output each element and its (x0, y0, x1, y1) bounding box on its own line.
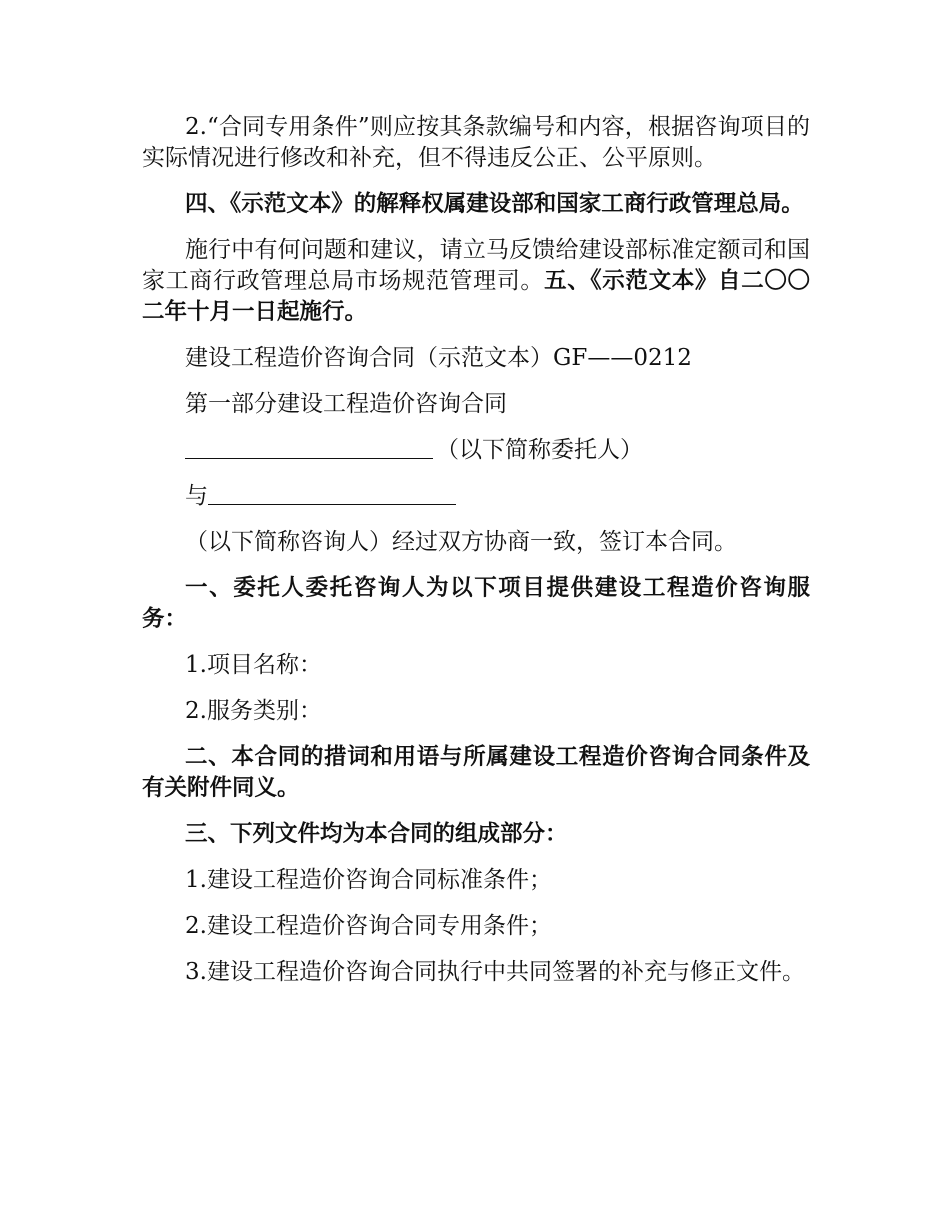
consultant-prefix: 与 (185, 483, 208, 509)
paragraph-special-conditions: 2.“合同专用条件”则应按其条款编号和内容，根据咨询项目的实际情况进行修改和补充，但不得违反公正、公平原则。 (142, 114, 810, 171)
document-page (142, 112, 810, 1003)
heading-section-two: 二、本合同的措词和用语与所属建设工程造价咨询合同条件及有关附件同义。 (142, 744, 810, 801)
item-service-category: 2.服务类别： (185, 698, 322, 724)
heading-section-one: 一、委托人委托咨询人为以下项目提供建设工程造价咨询服务： (142, 575, 810, 632)
consultant-name-blank (208, 482, 456, 505)
item-standard-conditions: 1.建设工程造价咨询合同标准条件； (185, 867, 552, 893)
heading-interpretation-right: 四、《示范文本》的解释权属建设部和国家工商行政管理总局。 (185, 191, 804, 217)
client-name-blank (185, 436, 433, 459)
client-suffix: （以下简称委托人） (436, 437, 643, 463)
feedback-text: 施行中有何问题和建议，请立马反馈给建设部标准定额司和国家工商行政管理总局市场规范管理司。 (142, 237, 810, 294)
client-blank-line (142, 435, 810, 466)
item-project-name: 1.项目名称： (185, 652, 322, 678)
part-one-title: 第一部分建设工程造价咨询合同 (185, 391, 507, 417)
consultant-blank-line (142, 481, 810, 512)
heading-section-three: 三、下列文件均为本合同的组成部分： (185, 821, 568, 847)
effective-date-heading: 五、《示范文本》自二〇〇二年十月一日起施行。 (142, 268, 810, 325)
paragraph-agreement: （以下简称咨询人）经过双方协商一致，签订本合同。 (185, 529, 737, 555)
paragraph-feedback-and-effective-date (142, 235, 810, 328)
item-special-conditions: 2.建设工程造价咨询合同专用条件； (185, 913, 552, 939)
item-supplementary-documents: 3.建设工程造价咨询合同执行中共同签署的补充与修正文件。 (185, 959, 805, 985)
contract-title-line: 建设工程造价咨询合同（示范文本）GF——0212 (185, 345, 692, 371)
